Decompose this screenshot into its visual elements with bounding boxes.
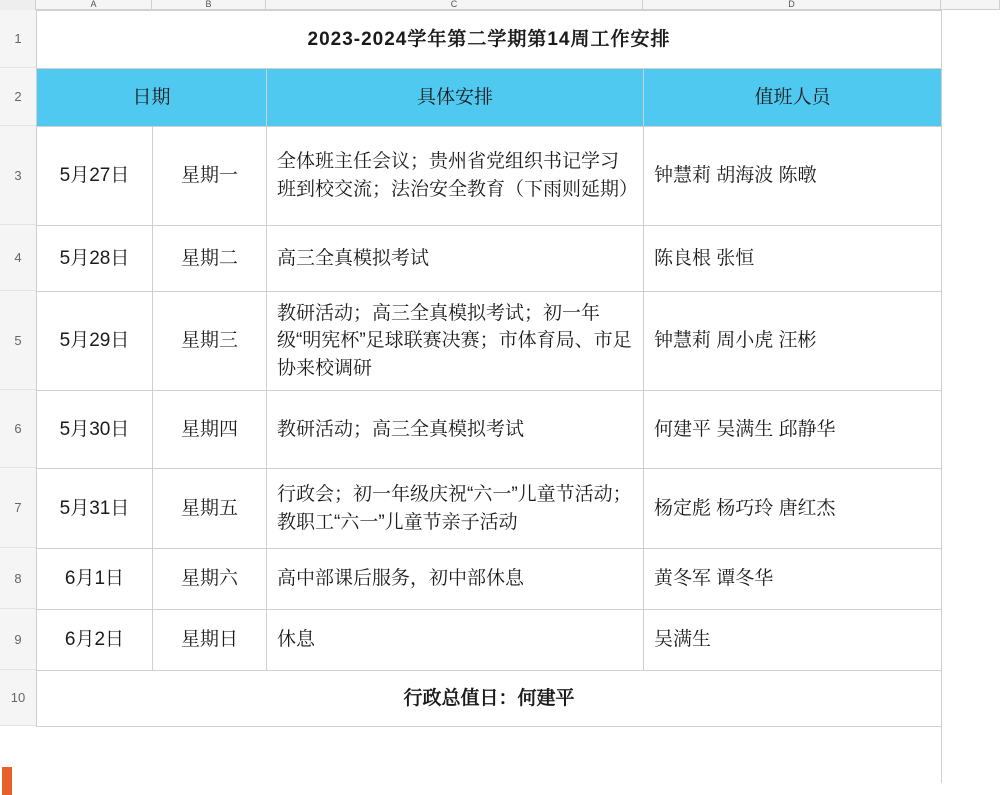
cell-weekday[interactable]: 星期日: [153, 610, 267, 671]
cell-duty[interactable]: 何建平 吴满生 邱静华: [644, 391, 942, 469]
table-row: [37, 292, 942, 391]
cell-duty[interactable]: 钟慧莉 周小虎 汪彬: [644, 292, 942, 391]
cell-date[interactable]: 5月27日: [37, 127, 153, 226]
row-header-10[interactable]: 10: [0, 670, 36, 726]
table-row: [37, 610, 942, 671]
cell-duty[interactable]: 陈良根 张恒: [644, 226, 942, 292]
table-row: [37, 391, 942, 469]
bottom-strip: [0, 783, 1000, 795]
table-row: [37, 469, 942, 549]
table-row-title: [37, 11, 942, 69]
cell-date[interactable]: 6月2日: [37, 610, 153, 671]
row-header-1[interactable]: 1: [0, 10, 36, 68]
row-header-8[interactable]: 8: [0, 548, 36, 609]
cell-weekday[interactable]: 星期四: [153, 391, 267, 469]
page-title: 2023-2024学年第二学期第14周工作安排: [37, 11, 942, 69]
cell-weekday[interactable]: 星期三: [153, 292, 267, 391]
cell-task[interactable]: 高中部课后服务，初中部休息: [267, 549, 644, 610]
cell-task[interactable]: 教研活动；高三全真模拟考试: [267, 391, 644, 469]
column-header-strip: [0, 0, 1000, 10]
row-header-6[interactable]: 6: [0, 390, 36, 468]
cell-date[interactable]: 6月1日: [37, 549, 153, 610]
cell-task[interactable]: 全体班主任会议；贵州省党组织书记学习班到校交流；法治安全教育（下雨则延期）: [267, 127, 644, 226]
cell-weekday[interactable]: 星期六: [153, 549, 267, 610]
table-row-footer: [37, 671, 942, 727]
column-header-e[interactable]: [941, 0, 1000, 10]
corner-marker: [2, 767, 12, 795]
row-header-2[interactable]: 2: [0, 68, 36, 126]
column-header-d[interactable]: D: [643, 0, 941, 10]
cell-footer-duty-officer[interactable]: 行政总值日：何建平: [37, 671, 942, 727]
cell-date[interactable]: 5月28日: [37, 226, 153, 292]
row-header-5[interactable]: 5: [0, 291, 36, 390]
column-header-task: 具体安排: [267, 69, 644, 127]
table-row: [37, 127, 942, 226]
cell-date[interactable]: 5月31日: [37, 469, 153, 549]
column-header-date: 日期: [37, 69, 267, 127]
row-header-7[interactable]: 7: [0, 468, 36, 548]
cell-weekday[interactable]: 星期一: [153, 127, 267, 226]
cell-task[interactable]: 教研活动；高三全真模拟考试；初一年级“明宪杯”足球联赛决赛；市体育局、市足协来校调研: [267, 292, 644, 391]
cell-date[interactable]: 5月29日: [37, 292, 153, 391]
column-header-c[interactable]: C: [266, 0, 643, 10]
cell-duty[interactable]: 黄冬军 谭冬华: [644, 549, 942, 610]
cell-weekday[interactable]: 星期五: [153, 469, 267, 549]
blank-column-area: [941, 10, 1000, 795]
cell-task[interactable]: 行政会；初一年级庆祝“六一”儿童节活动；教职工“六一”儿童节亲子活动: [267, 469, 644, 549]
cell-task[interactable]: 高三全真模拟考试: [267, 226, 644, 292]
column-header-duty: 值班人员: [644, 69, 942, 127]
row-header-9[interactable]: 9: [0, 609, 36, 670]
row-number-gutter: [0, 10, 36, 726]
column-header-a[interactable]: A: [36, 0, 152, 10]
week-schedule-table: [36, 10, 942, 727]
cell-duty[interactable]: 杨定彪 杨巧玲 唐红杰: [644, 469, 942, 549]
cell-date[interactable]: 5月30日: [37, 391, 153, 469]
column-header-b[interactable]: B: [152, 0, 266, 10]
row-header-4[interactable]: 4: [0, 225, 36, 291]
select-all-corner[interactable]: [0, 0, 36, 10]
cell-duty[interactable]: 钟慧莉 胡海波 陈暾: [644, 127, 942, 226]
table-row: [37, 226, 942, 292]
grid-area: [36, 10, 1000, 795]
table-row-header: [37, 69, 942, 127]
cell-weekday[interactable]: 星期二: [153, 226, 267, 292]
cell-task[interactable]: 休息: [267, 610, 644, 671]
row-header-3[interactable]: 3: [0, 126, 36, 225]
cell-duty[interactable]: 吴满生: [644, 610, 942, 671]
table-row: [37, 549, 942, 610]
